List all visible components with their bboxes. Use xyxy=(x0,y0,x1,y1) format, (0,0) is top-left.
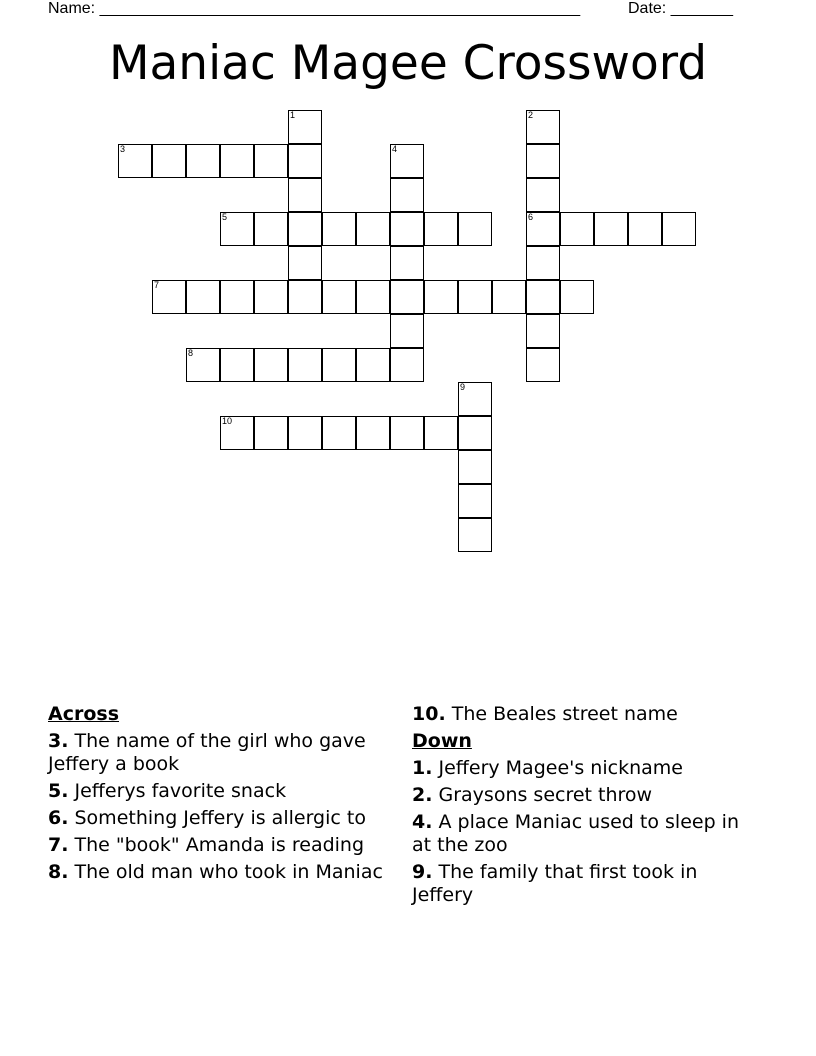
cell-number: 1 xyxy=(290,110,296,120)
grid-cell[interactable] xyxy=(220,348,254,382)
grid-cell[interactable] xyxy=(662,212,696,246)
grid-cell[interactable] xyxy=(560,280,594,314)
across-heading: Across xyxy=(48,703,120,725)
grid-cell[interactable] xyxy=(254,280,288,314)
grid-cell[interactable] xyxy=(458,484,492,518)
clue-across-3 xyxy=(48,730,388,776)
cell-number: 5 xyxy=(222,212,228,222)
grid-cell[interactable] xyxy=(424,416,458,450)
grid-cell[interactable] xyxy=(288,348,322,382)
clue-across-7 xyxy=(48,834,388,857)
clue-number: 2. xyxy=(412,784,433,806)
date-field-line: Date: _______ xyxy=(628,0,733,17)
grid-cell[interactable] xyxy=(356,212,390,246)
grid-cell[interactable] xyxy=(220,212,254,246)
clue-across-8 xyxy=(48,861,388,884)
grid-cell[interactable] xyxy=(458,212,492,246)
grid-cell[interactable] xyxy=(390,314,424,348)
page-title: Maniac Magee Crossword xyxy=(108,36,708,91)
grid-cell[interactable] xyxy=(390,348,424,382)
cell-number: 6 xyxy=(528,212,534,222)
grid-cell[interactable] xyxy=(322,280,356,314)
grid-cell[interactable] xyxy=(322,416,356,450)
grid-cell[interactable] xyxy=(254,212,288,246)
grid-cell[interactable] xyxy=(526,110,560,144)
grid-cell[interactable] xyxy=(390,144,424,178)
grid-cell[interactable] xyxy=(458,518,492,552)
cell-number: 4 xyxy=(392,144,398,154)
clue-text: The Beales street name xyxy=(451,703,678,725)
grid-cell[interactable] xyxy=(390,246,424,280)
grid-cell[interactable] xyxy=(458,416,492,450)
clue-text: Graysons secret throw xyxy=(438,784,653,806)
grid-cell[interactable] xyxy=(254,416,288,450)
grid-cell[interactable] xyxy=(594,212,628,246)
grid-cell[interactable] xyxy=(220,144,254,178)
grid-cell[interactable] xyxy=(356,416,390,450)
clue-number: 1. xyxy=(412,757,433,779)
grid-cell[interactable] xyxy=(390,178,424,212)
clue-text: Something Jeffery is allergic to xyxy=(74,807,366,829)
clue-text: Jeffery Magee's nickname xyxy=(438,757,683,779)
down-column xyxy=(412,703,762,911)
clue-across-5 xyxy=(48,780,388,803)
grid-cell[interactable] xyxy=(458,280,492,314)
clue-down-2 xyxy=(412,784,762,807)
clue-text: The name of the girl who gave Jeffery a book xyxy=(48,730,366,775)
grid-cell[interactable] xyxy=(288,416,322,450)
cell-number: 10 xyxy=(222,416,233,426)
clue-number: 4. xyxy=(412,811,433,833)
grid-cell[interactable] xyxy=(526,178,560,212)
across-clues xyxy=(48,703,388,888)
grid-cell[interactable] xyxy=(288,212,322,246)
grid-cell[interactable] xyxy=(288,144,322,178)
clue-down-9 xyxy=(412,861,762,907)
clue-number: 7. xyxy=(48,834,69,856)
clue-number: 10. xyxy=(412,703,446,725)
grid-cell[interactable] xyxy=(390,280,424,314)
grid-cell[interactable] xyxy=(390,212,424,246)
cell-number: 3 xyxy=(120,144,126,154)
grid-cell[interactable] xyxy=(458,382,492,416)
clue-across-10 xyxy=(412,703,762,726)
grid-cell[interactable] xyxy=(492,280,526,314)
clue-text: Jefferys favorite snack xyxy=(74,780,287,802)
grid-cell[interactable] xyxy=(526,246,560,280)
grid-cell[interactable] xyxy=(288,110,322,144)
grid-cell[interactable] xyxy=(526,348,560,382)
grid-cell[interactable] xyxy=(186,280,220,314)
grid-cell[interactable] xyxy=(526,280,560,314)
grid-cell[interactable] xyxy=(220,416,254,450)
grid-cell[interactable] xyxy=(526,212,560,246)
grid-cell[interactable] xyxy=(356,280,390,314)
grid-cell[interactable] xyxy=(458,450,492,484)
name-field-line: Name: ______________________________________________________ xyxy=(48,0,581,17)
grid-cell[interactable] xyxy=(628,212,662,246)
grid-cell[interactable] xyxy=(356,348,390,382)
clue-number: 3. xyxy=(48,730,69,752)
grid-cell[interactable] xyxy=(424,212,458,246)
clue-text: The family that first took in Jeffery xyxy=(412,861,698,906)
clue-text: The old man who took in Maniac xyxy=(74,861,383,883)
grid-cell[interactable] xyxy=(288,178,322,212)
cell-number: 9 xyxy=(460,382,466,392)
clue-number: 5. xyxy=(48,780,69,802)
grid-cell[interactable] xyxy=(424,280,458,314)
cell-number: 8 xyxy=(188,348,194,358)
grid-cell[interactable] xyxy=(390,416,424,450)
grid-cell[interactable] xyxy=(322,212,356,246)
clue-number: 8. xyxy=(48,861,69,883)
clue-number: 9. xyxy=(412,861,433,883)
grid-cell[interactable] xyxy=(288,246,322,280)
grid-cell[interactable] xyxy=(152,280,186,314)
grid-cell[interactable] xyxy=(118,144,152,178)
clue-down-1 xyxy=(412,757,762,780)
grid-cell[interactable] xyxy=(186,144,220,178)
cell-number: 2 xyxy=(528,110,534,120)
grid-cell[interactable] xyxy=(526,314,560,348)
grid-cell[interactable] xyxy=(254,348,288,382)
grid-cell[interactable] xyxy=(288,280,322,314)
grid-cell[interactable] xyxy=(526,144,560,178)
clue-text: The "book" Amanda is reading xyxy=(74,834,365,856)
down-heading: Down xyxy=(412,730,472,752)
grid-cell[interactable] xyxy=(152,144,186,178)
clue-down-4 xyxy=(412,811,762,857)
grid-cell[interactable] xyxy=(186,348,220,382)
grid-cell[interactable] xyxy=(254,144,288,178)
clue-across-6 xyxy=(48,807,388,830)
grid-cell[interactable] xyxy=(560,212,594,246)
grid-cell[interactable] xyxy=(220,280,254,314)
grid-cell[interactable] xyxy=(322,348,356,382)
clue-number: 6. xyxy=(48,807,69,829)
cell-number: 7 xyxy=(154,280,160,290)
clue-text: A place Maniac used to sleep in at the zoo xyxy=(412,811,740,856)
